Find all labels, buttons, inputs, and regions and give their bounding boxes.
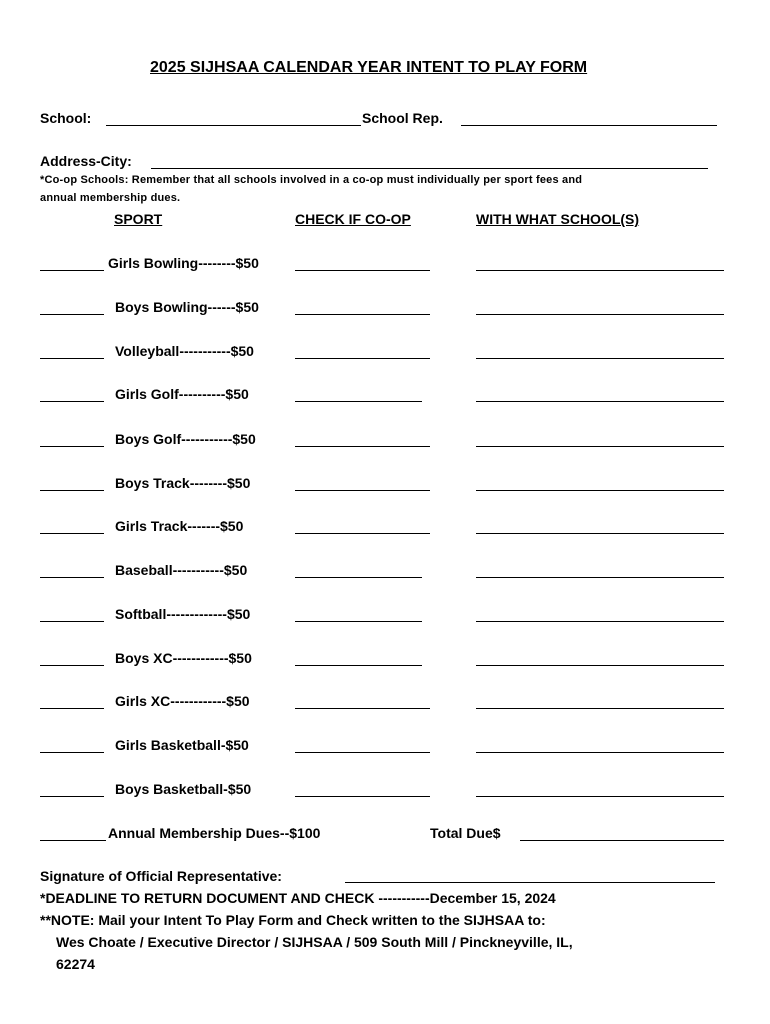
mail-note-line1: **NOTE: Mail your Intent To Play Form and Check written to the SIJHSAA to: bbox=[40, 912, 546, 928]
sport-column-header: SPORT bbox=[114, 211, 163, 227]
sport-label: Girls XC------------$50 bbox=[115, 693, 250, 709]
mail-note-zip: 62274 bbox=[56, 956, 95, 972]
sport-select-blank[interactable] bbox=[40, 314, 104, 315]
sport-select-blank[interactable] bbox=[40, 752, 104, 753]
with-school-field[interactable] bbox=[476, 621, 724, 622]
with-school-field[interactable] bbox=[476, 708, 724, 709]
coop-column-header: CHECK IF CO-OP bbox=[295, 211, 411, 227]
coop-check-field[interactable] bbox=[295, 401, 422, 402]
sport-label: Boys Golf-----------$50 bbox=[115, 431, 256, 447]
sport-label: Boys XC------------$50 bbox=[115, 650, 252, 666]
sport-row bbox=[0, 299, 770, 319]
coop-note-line2: annual membership dues. bbox=[40, 192, 181, 204]
sport-select-blank[interactable] bbox=[40, 665, 104, 666]
with-school-field[interactable] bbox=[476, 446, 724, 447]
membership-blank[interactable] bbox=[40, 840, 106, 841]
sport-select-blank[interactable] bbox=[40, 796, 104, 797]
sport-select-blank[interactable] bbox=[40, 577, 104, 578]
address-city-field[interactable] bbox=[151, 168, 708, 169]
sport-select-blank[interactable] bbox=[40, 401, 104, 402]
with-school-field[interactable] bbox=[476, 490, 724, 491]
coop-check-field[interactable] bbox=[295, 533, 430, 534]
sport-select-blank[interactable] bbox=[40, 270, 104, 271]
with-school-field[interactable] bbox=[476, 401, 724, 402]
coop-check-field[interactable] bbox=[295, 708, 430, 709]
with-school-field[interactable] bbox=[476, 314, 724, 315]
total-due-label: Total Due$ bbox=[430, 825, 501, 841]
deadline-text: *DEADLINE TO RETURN DOCUMENT AND CHECK -----------December 15, 2024 bbox=[40, 890, 556, 906]
coop-check-field[interactable] bbox=[295, 490, 430, 491]
coop-check-field[interactable] bbox=[295, 358, 430, 359]
sport-label: Boys Bowling------$50 bbox=[115, 299, 259, 315]
sport-select-blank[interactable] bbox=[40, 621, 104, 622]
coop-check-field[interactable] bbox=[295, 752, 430, 753]
with-school-field[interactable] bbox=[476, 358, 724, 359]
with-school-field[interactable] bbox=[476, 533, 724, 534]
address-label: Address-City: bbox=[40, 153, 132, 169]
coop-note-line1: *Co-op Schools: Remember that all schools involved in a co-op must individually per sport fees and bbox=[40, 174, 583, 186]
sport-row bbox=[0, 386, 770, 406]
sport-label: Boys Track--------$50 bbox=[115, 475, 251, 491]
sport-select-blank[interactable] bbox=[40, 533, 104, 534]
with-school-field[interactable] bbox=[476, 577, 724, 578]
sport-row bbox=[0, 650, 770, 670]
school-rep-label: School Rep. bbox=[362, 110, 443, 126]
signature-label: Signature of Official Representative: bbox=[40, 868, 282, 884]
form-title: 2025 SIJHSAA CALENDAR YEAR INTENT TO PLAY FORM bbox=[150, 59, 588, 76]
sport-label: Softball-------------$50 bbox=[115, 606, 251, 622]
signature-field[interactable] bbox=[345, 882, 715, 883]
school-field[interactable] bbox=[106, 125, 361, 126]
coop-check-field[interactable] bbox=[295, 621, 422, 622]
sport-label: Girls Golf----------$50 bbox=[115, 386, 249, 402]
sport-label: Girls Basketball-$50 bbox=[115, 737, 249, 753]
sport-select-blank[interactable] bbox=[40, 490, 104, 491]
sport-row bbox=[0, 255, 770, 275]
sport-select-blank[interactable] bbox=[40, 446, 104, 447]
sport-row bbox=[0, 343, 770, 363]
with-school-field[interactable] bbox=[476, 665, 724, 666]
coop-check-field[interactable] bbox=[295, 270, 430, 271]
sport-row bbox=[0, 475, 770, 495]
sport-label: Baseball-----------$50 bbox=[115, 562, 248, 578]
with-school-field[interactable] bbox=[476, 752, 724, 753]
school-rep-field[interactable] bbox=[461, 125, 717, 126]
total-due-field[interactable] bbox=[520, 840, 724, 841]
sport-label: Girls Track-------$50 bbox=[115, 518, 244, 534]
sport-row bbox=[0, 693, 770, 713]
sport-label: Volleyball-----------$50 bbox=[115, 343, 254, 359]
with-school-field[interactable] bbox=[476, 270, 724, 271]
sport-row bbox=[0, 431, 770, 451]
coop-check-field[interactable] bbox=[295, 577, 422, 578]
sport-label: Boys Basketball-$50 bbox=[115, 781, 252, 797]
coop-check-field[interactable] bbox=[295, 796, 430, 797]
school-label: School: bbox=[40, 110, 92, 126]
sport-select-blank[interactable] bbox=[40, 708, 104, 709]
with-school-field[interactable] bbox=[476, 796, 724, 797]
coop-check-field[interactable] bbox=[295, 446, 430, 447]
sport-label: Girls Bowling--------$50 bbox=[108, 255, 259, 271]
sport-select-blank[interactable] bbox=[40, 358, 104, 359]
membership-label: Annual Membership Dues--$100 bbox=[108, 825, 321, 841]
sport-row bbox=[0, 606, 770, 626]
coop-check-field[interactable] bbox=[295, 665, 422, 666]
coop-check-field[interactable] bbox=[295, 314, 430, 315]
sport-row bbox=[0, 562, 770, 582]
mail-note-address: Wes Choate / Executive Director / SIJHSAA / 509 South Mill / Pinckneyville, IL, bbox=[56, 934, 573, 950]
sport-row bbox=[0, 518, 770, 538]
sport-row bbox=[0, 781, 770, 801]
with-school-column-header: WITH WHAT SCHOOL(S) bbox=[476, 211, 640, 227]
sport-row bbox=[0, 737, 770, 757]
